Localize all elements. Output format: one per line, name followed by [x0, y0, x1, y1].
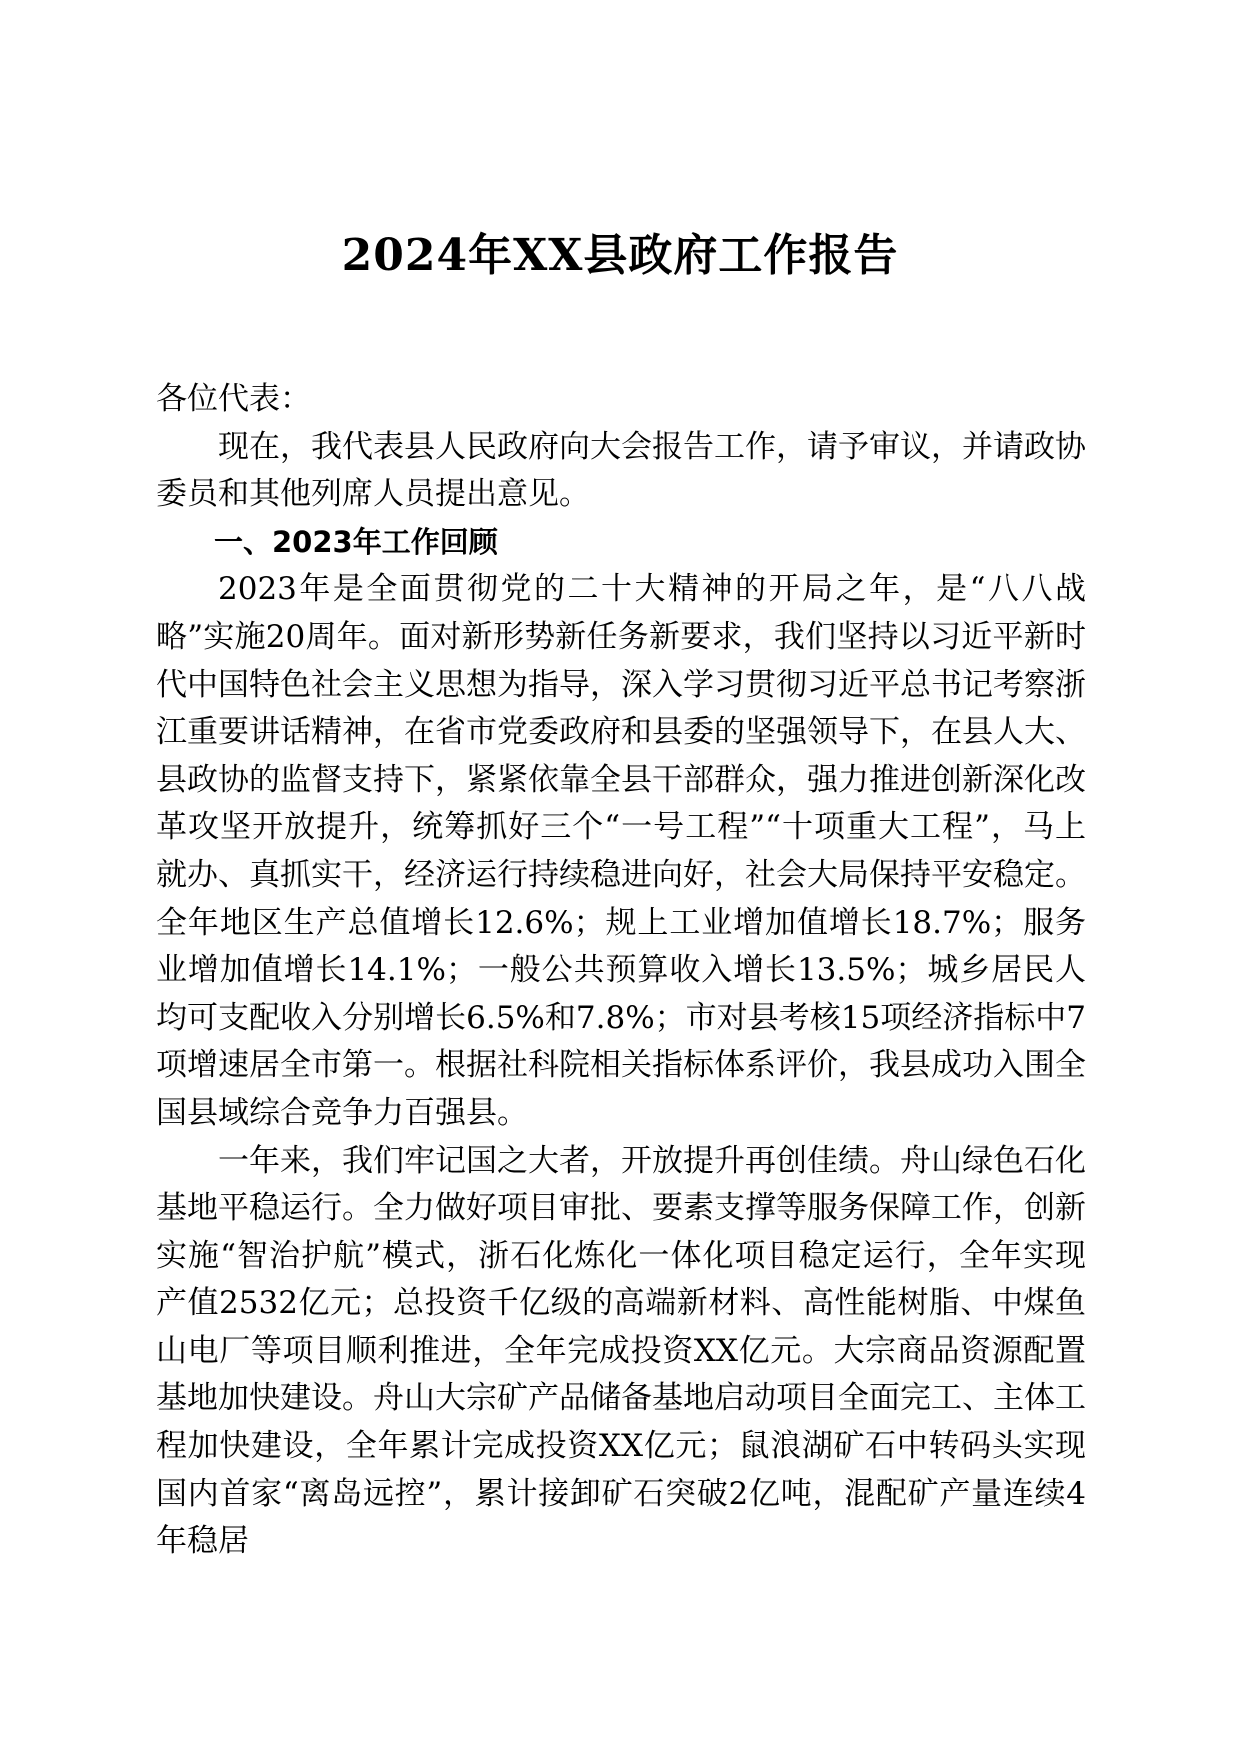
intro-paragraph: 现在，我代表县人民政府向大会报告工作，请予审议，并请政协委员和其他列席人员提出意见。 — [156, 428, 1086, 513]
review-paragraph-2: 一年来，我们牢记国之大者，开放提升再创佳绩。舟山绿色石化基地平稳运行。全力做好项目审批、要素支撑等服务保障工作，创新实施“智治护航”模式，浙石化炼化一体化项目稳定运行，全年实现产值2532亿元；总投资千亿级的高端新材料、高性能树脂、中煤鱼山电厂等项目顺利推进，全年完成投资XX亿元。大宗商品资源配置基地加快建设。舟山大宗矿产品储备基地启动项目全面完工、主体工程加快建设，全年累计完成投资XX亿元；鼠浪湖矿石中转码头实现国内首家“离岛远控”，累计接卸矿石突破2亿吨，混配矿产量连续4年稳居 — [156, 1142, 1086, 1560]
document-title: 2024年XX县政府工作报告 — [341, 230, 899, 281]
review-paragraph-1: 2023年是全面贯彻党的二十大精神的开局之年，是“八八战略”实施20周年。面对新形势新任务新要求，我们坚持以习近平新时代中国特色社会主义思想为指导，深入学习贯彻习近平总书记考察浙江重要讲话精神，在省市党委政府和县委的坚强领导下，在县人大、县政协的监督支持下，紧紧依靠全县干部群众，强力推进创新深化改革攻坚开放提升，统筹抓好三个“一号工程”“十项重大工程”，马上就办、真抓实干，经济运行持续稳进向好，社会大局保持平安稳定。全年地区生产总值增长12.6%；规上工业增加值增长18.7%；服务业增加值增长14.1%；一般公共预算收入增长13.5%；城乡居民人均可支配收入分别增长6.5%和7.8%；市对县考核15项经济指标中7项增速居全市第一。根据社科院相关指标体系评价，我县成功入围全国县域综合竞争力百强县。 — [156, 571, 1086, 1131]
document-body — [156, 376, 1086, 1566]
section-heading: 一、2023年工作回顾 — [214, 524, 498, 559]
salutation: 各位代表： — [156, 381, 311, 417]
